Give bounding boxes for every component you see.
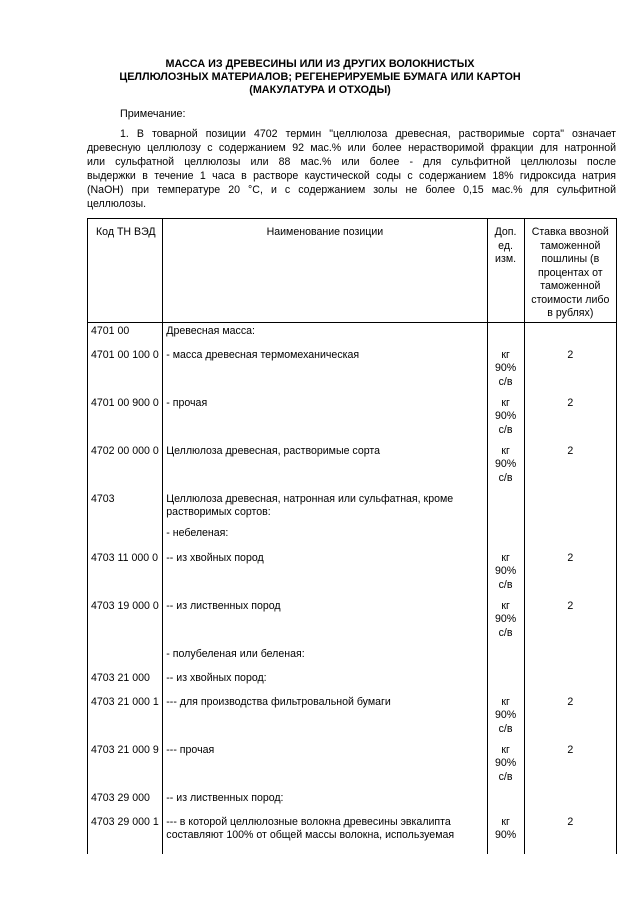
- cell-unit: [487, 491, 524, 525]
- cell-name: --- прочая: [163, 742, 487, 790]
- cell-rate: 2: [524, 814, 616, 854]
- document-title: [0, 58, 640, 97]
- cell-code: 4703 21 000 1: [88, 694, 163, 742]
- cell-rate: 2: [524, 395, 616, 443]
- cell-code: 4702 00 000 0: [88, 443, 163, 491]
- cell-code: 4701 00: [88, 323, 163, 347]
- unit-line: с/в: [498, 423, 513, 436]
- cell-name: --- для производства фильтровальной бумаги: [163, 694, 487, 742]
- table-row: [88, 491, 617, 525]
- unit-line: с/в: [498, 578, 513, 591]
- unit-line: кг: [501, 695, 510, 708]
- table-row: [88, 525, 617, 550]
- unit-line: с/в: [498, 626, 513, 639]
- cell-code: 4703 29 000: [88, 790, 163, 814]
- cell-code: [88, 525, 163, 550]
- table-row: [88, 742, 617, 790]
- cell-rate: [524, 790, 616, 814]
- table-row: [88, 814, 617, 854]
- unit-line: кг: [501, 599, 510, 612]
- cell-unit: [487, 323, 524, 347]
- cell-name: Целлюлоза древесная, растворимые сорта: [163, 443, 487, 491]
- cell-name: Древесная масса:: [163, 323, 487, 347]
- note-line: целлюлозы.: [87, 198, 147, 210]
- unit-line: 90%: [494, 410, 517, 422]
- note-paragraph: [87, 127, 616, 211]
- unit-line: 90%: [494, 829, 517, 841]
- header-rate: Ставка ввозной таможенной пошлины (в процентах от таможенной стоимости либо в рублях): [524, 219, 616, 323]
- table-row: [88, 790, 617, 814]
- unit-line: кг: [501, 551, 510, 564]
- title-line: МАССА ИЗ ДРЕВЕСИНЫ ИЛИ ИЗ ДРУГИХ ВОЛОКНИСТЫХ: [165, 58, 475, 70]
- cell-code: 4701 00 900 0: [88, 395, 163, 443]
- cell-unit: [487, 790, 524, 814]
- unit-line: с/в: [498, 722, 513, 735]
- unit-line: 90%: [494, 458, 517, 470]
- cell-name: - масса древесная термомеханическая: [163, 347, 487, 395]
- header-unit: Доп. ед. изм.: [487, 219, 524, 323]
- cell-name: --- в которой целлюлозные волокна древесины эвкалипта составляют 100% от общей массы волокна, используемая: [163, 814, 487, 854]
- cell-rate: [524, 323, 616, 347]
- cell-code: 4701 00 100 0: [88, 347, 163, 395]
- unit-line: 90%: [494, 709, 517, 721]
- cell-name: -- из хвойных пород: [163, 550, 487, 598]
- cell-rate: 2: [524, 347, 616, 395]
- table-row: [88, 694, 617, 742]
- cell-name: - прочая: [163, 395, 487, 443]
- unit-line: кг: [501, 743, 510, 756]
- table-row: [88, 395, 617, 443]
- unit-line: 90%: [494, 362, 517, 374]
- table-row: [88, 443, 617, 491]
- cell-rate: 2: [524, 598, 616, 646]
- unit-line: с/в: [498, 375, 513, 388]
- title-line: ЦЕЛЛЮЛОЗНЫХ МАТЕРИАЛОВ; РЕГЕНЕРИРУЕМЫЕ БУМАГА ИЛИ КАРТОН: [119, 71, 521, 83]
- cell-code: 4703: [88, 491, 163, 525]
- cell-unit: [487, 550, 524, 598]
- cell-unit: [487, 694, 524, 742]
- cell-rate: [524, 670, 616, 694]
- title-line: (МАКУЛАТУРА И ОТХОДЫ): [249, 84, 391, 96]
- cell-rate: 2: [524, 742, 616, 790]
- note-label: Примечание:: [120, 108, 186, 120]
- unit-line: 90%: [494, 613, 517, 625]
- cell-code: [88, 646, 163, 670]
- note-line: выдержки в течение 1 часа в растворе каустической соды с содержанием 18% гидроксида натрия: [87, 170, 616, 182]
- tariff-table: [87, 218, 617, 854]
- table-row: [88, 670, 617, 694]
- cell-name: -- из лиственных пород:: [163, 790, 487, 814]
- cell-name: - небеленая:: [163, 525, 487, 550]
- cell-rate: [524, 491, 616, 525]
- cell-name: -- из хвойных пород:: [163, 670, 487, 694]
- cell-code: 4703 19 000 0: [88, 598, 163, 646]
- table-row: [88, 347, 617, 395]
- note-line: или сульфатной целлюлозы или 88 мас.% или более - для сульфитной целлюлозы после: [87, 156, 616, 168]
- note-line: древесную целлюлозу с содержанием 92 мас.% или более нерастворимой фракции для натронной: [87, 142, 616, 154]
- unit-line: кг: [501, 348, 510, 361]
- cell-unit: [487, 347, 524, 395]
- unit-line: кг: [501, 396, 510, 409]
- table-header-row: [88, 219, 617, 323]
- cell-name: - полубеленая или беленая:: [163, 646, 487, 670]
- cell-unit: [487, 814, 524, 854]
- unit-line: кг: [501, 815, 510, 828]
- unit-line: с/в: [498, 471, 513, 484]
- cell-rate: 2: [524, 550, 616, 598]
- table-row: [88, 598, 617, 646]
- cell-rate: [524, 646, 616, 670]
- unit-line: 90%: [494, 757, 517, 769]
- unit-line: 90%: [494, 565, 517, 577]
- cell-rate: 2: [524, 694, 616, 742]
- table-row: [88, 550, 617, 598]
- header-name: Наименование позиции: [163, 219, 487, 323]
- cell-name: Целлюлоза древесная, натронная или сульфатная, кроме растворимых сортов:: [163, 491, 487, 525]
- header-code: Код ТН ВЭД: [88, 219, 163, 323]
- note-line: (NaOH) при температуре 20 °С, и с содержанием золы не более 0,15 мас.% для сульфитной: [87, 184, 616, 196]
- cell-unit: [487, 742, 524, 790]
- cell-rate: 2: [524, 443, 616, 491]
- cell-unit: [487, 670, 524, 694]
- cell-rate: [524, 525, 616, 550]
- cell-unit: [487, 443, 524, 491]
- table-row: [88, 323, 617, 347]
- cell-code: 4703 29 000 1: [88, 814, 163, 854]
- cell-name: -- из лиственных пород: [163, 598, 487, 646]
- cell-code: 4703 21 000: [88, 670, 163, 694]
- cell-unit: [487, 395, 524, 443]
- table-row: [88, 646, 617, 670]
- cell-code: 4703 21 000 9: [88, 742, 163, 790]
- note-line: 1. В товарной позиции 4702 термин "целлюлоза древесная, растворимые сорта" означает: [120, 128, 616, 140]
- cell-unit: [487, 646, 524, 670]
- cell-unit: [487, 525, 524, 550]
- cell-code: 4703 11 000 0: [88, 550, 163, 598]
- cell-unit: [487, 598, 524, 646]
- unit-line: с/в: [498, 770, 513, 783]
- unit-line: кг: [501, 444, 510, 457]
